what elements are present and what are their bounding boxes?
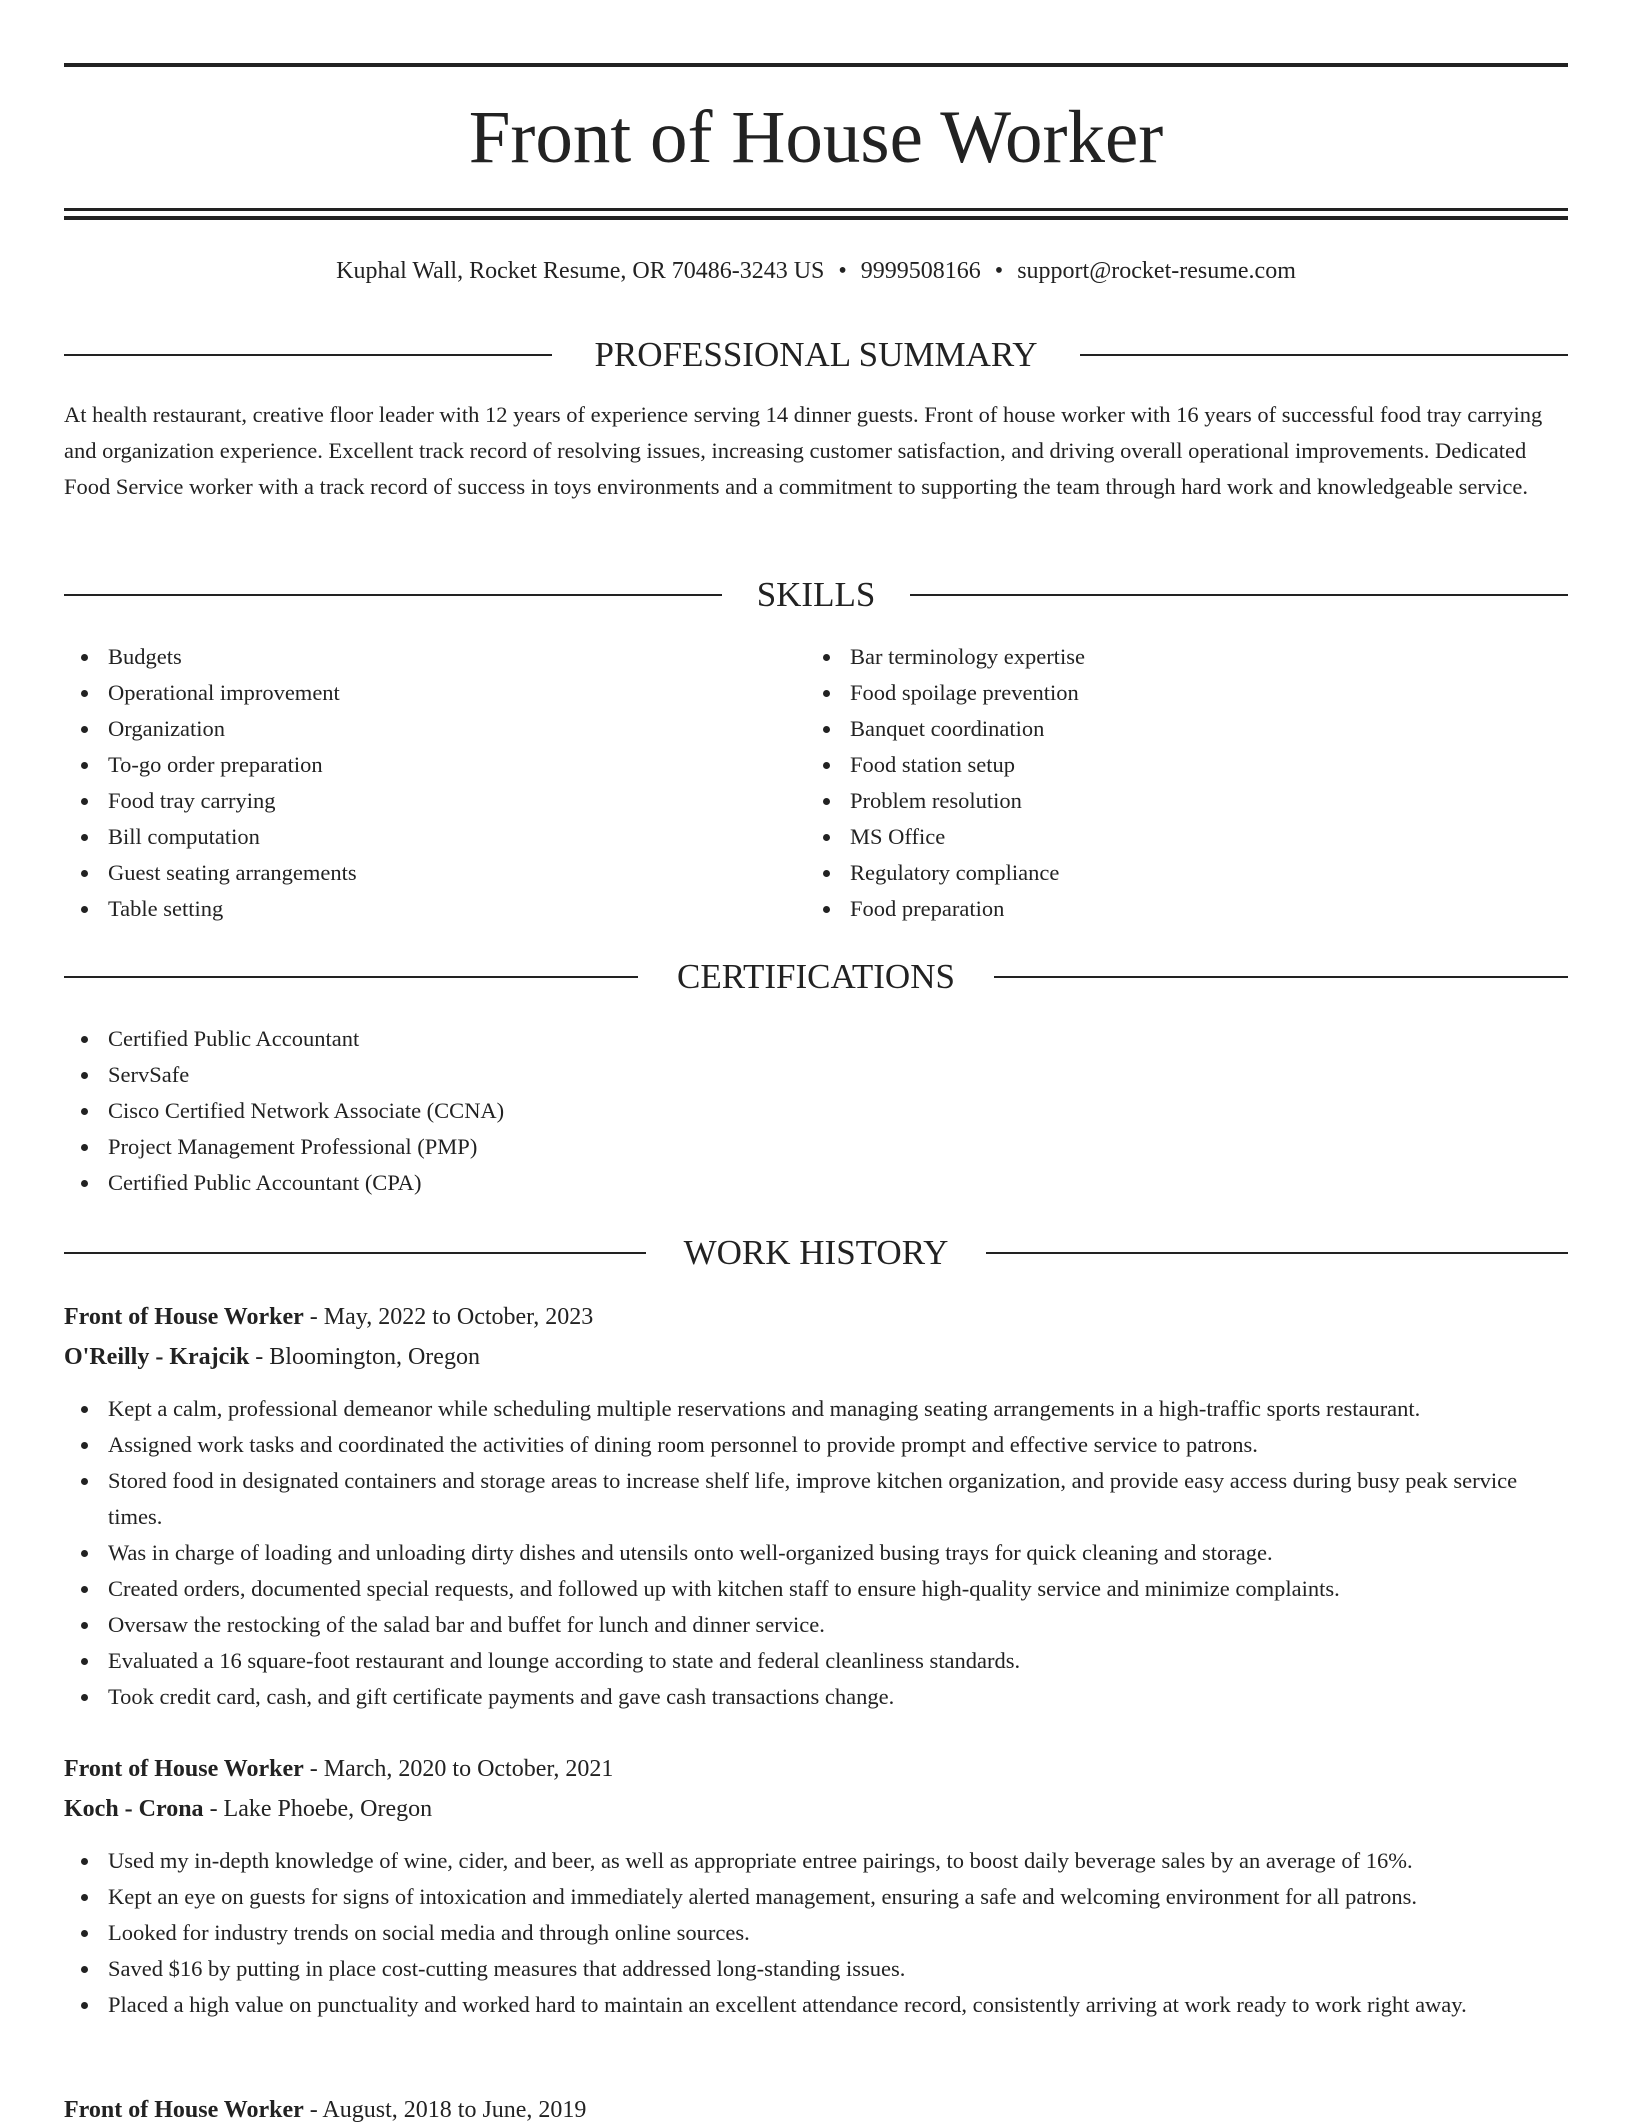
skills-list-left — [64, 639, 804, 927]
list-item: Created orders, documented special requests, and followed up with kitchen staff to ensure high-quality service and minimize complaints. — [64, 1571, 1568, 1607]
list-item: Stored food in designated containers and storage areas to increase shelf life, improve kitchen organization, and provide easy access during busy peak service times. — [64, 1463, 1568, 1535]
list-item: ServSafe — [64, 1057, 1568, 1093]
job-title-line — [64, 1299, 1568, 1335]
job-company-line — [64, 1791, 1568, 1827]
job-company: Koch - Crona — [64, 1796, 204, 1822]
list-item: Was in charge of loading and unloading dirty dishes and utensils onto well-organized busing trays for quick cleaning and storage. — [64, 1535, 1568, 1571]
list-item: Bill computation — [64, 819, 804, 855]
job-location: - Bloomington, Oregon — [249, 1344, 480, 1370]
list-item: Food spoilage prevention — [806, 675, 1566, 711]
resume-title: Front of House Worker — [468, 96, 1164, 179]
list-item: Assigned work tasks and coordinated the activities of dining room personnel to provide prompt and effective service to patrons. — [64, 1427, 1568, 1463]
list-item: Food preparation — [806, 891, 1566, 927]
heading-label: PROFESSIONAL SUMMARY — [594, 335, 1038, 374]
list-item: Cisco Certified Network Associate (CCNA) — [64, 1093, 1568, 1129]
section-heading-skills — [64, 575, 1568, 615]
list-item: Budgets — [64, 639, 804, 675]
list-item: MS Office — [806, 819, 1566, 855]
job-location: - Lake Phoebe, Oregon — [203, 1796, 433, 1822]
job-dates: - March, 2020 to October, 2021 — [303, 1756, 614, 1782]
list-item: Banquet coordination — [806, 711, 1566, 747]
section-heading-work-history — [64, 1233, 1568, 1273]
list-item: Regulatory compliance — [806, 855, 1566, 891]
job-title-line — [64, 2092, 1568, 2128]
title-double-rule-lower — [64, 216, 1568, 220]
job-dates: - August, 2018 to June, 2019 — [303, 2097, 587, 2123]
job-title: Front of House Worker — [64, 1304, 304, 1330]
contact-line — [64, 254, 1568, 288]
contact-separator: • — [994, 258, 1004, 284]
list-item: Oversaw the restocking of the salad bar and buffet for lunch and dinner service. — [64, 1607, 1568, 1643]
skills-list-right — [806, 639, 1566, 927]
job-company-line — [64, 1339, 1568, 1375]
contact-email: support@rocket-resume.com — [1017, 258, 1296, 284]
list-item: Bar terminology expertise — [806, 639, 1566, 675]
list-item: Looked for industry trends on social media and through online sources. — [64, 1915, 1568, 1951]
list-item: Took credit card, cash, and gift certificate payments and gave cash transactions change. — [64, 1679, 1568, 1715]
list-item: Table setting — [64, 891, 804, 927]
job-bullets — [64, 1843, 1568, 2023]
heading-label: SKILLS — [756, 575, 876, 614]
job-bullets — [64, 1391, 1568, 1715]
list-item: Kept a calm, professional demeanor while scheduling multiple reservations and managing seating arrangements in a high-traffic sports restaurant. — [64, 1391, 1568, 1427]
list-item: Project Management Professional (PMP) — [64, 1129, 1568, 1165]
contact-phone: 9999508166 — [860, 258, 981, 284]
list-item: Kept an eye on guests for signs of intoxication and immediately alerted management, ensuring a safe and welcoming environment for all patrons. — [64, 1879, 1568, 1915]
summary-text: At health restaurant, creative floor leader with 12 years of experience serving 14 dinner guests. Front of house worker with 16 years of successful food tray carrying and organization experience. Excellent track record of resolving issues, increasing customer satisfaction, and driving overall operational improvements. Dedicated Food Service worker with a track record of success in toys environments and a commitment to supporting the team through hard work and knowledgeable service. — [64, 402, 1543, 499]
list-item: Used my in-depth knowledge of wine, cider, and beer, as well as appropriate entree pairings, to boost daily beverage sales by an average of 16%. — [64, 1843, 1568, 1879]
list-item: Certified Public Accountant — [64, 1021, 1568, 1057]
list-item: Problem resolution — [806, 783, 1566, 819]
list-item: Food tray carrying — [64, 783, 804, 819]
heading-label: WORK HISTORY — [683, 1233, 949, 1272]
certifications-list — [64, 1021, 1568, 1201]
list-item: Evaluated a 16 square-foot restaurant and lounge according to state and federal cleanliness standards. — [64, 1643, 1568, 1679]
job-title-line — [64, 1751, 1568, 1787]
list-item: Placed a high value on punctuality and worked hard to maintain an excellent attendance record, consistently arriving at work ready to work right away. — [64, 1987, 1568, 2023]
list-item: Organization — [64, 711, 804, 747]
contact-address: Kuphal Wall, Rocket Resume, OR 70486-3243 US — [336, 258, 825, 284]
list-item: Food station setup — [806, 747, 1566, 783]
list-item: Saved $16 by putting in place cost-cutting measures that addressed long-standing issues. — [64, 1951, 1568, 1987]
list-item: Operational improvement — [64, 675, 804, 711]
title-double-rule-upper — [64, 208, 1568, 211]
heading-label: CERTIFICATIONS — [677, 957, 955, 996]
list-item: To-go order preparation — [64, 747, 804, 783]
job-title: Front of House Worker — [64, 1756, 304, 1782]
job-title: Front of House Worker — [64, 2097, 304, 2123]
list-item: Certified Public Accountant (CPA) — [64, 1165, 1568, 1201]
top-rule — [64, 63, 1568, 67]
section-heading-summary — [64, 335, 1568, 375]
contact-separator: • — [838, 258, 847, 284]
section-heading-certifications — [64, 957, 1568, 997]
job-dates: - May, 2022 to October, 2023 — [303, 1304, 594, 1330]
job-company: O'Reilly - Krajcik — [64, 1344, 250, 1370]
list-item: Guest seating arrangements — [64, 855, 804, 891]
